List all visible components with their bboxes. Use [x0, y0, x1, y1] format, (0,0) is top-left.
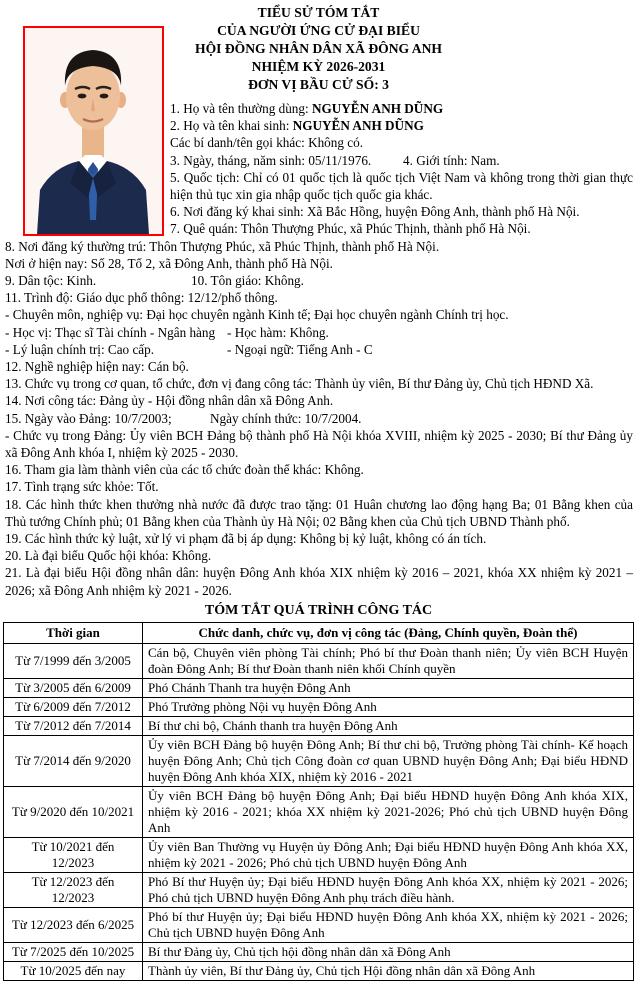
table-row — [4, 942, 634, 961]
field-ethnicity: 9. Dân tộc: Kinh. — [5, 273, 97, 289]
field-religion: 10. Tôn giáo: Không. — [191, 273, 304, 289]
career-time-cell: Từ 7/2025 đến 10/2025 — [4, 942, 143, 961]
career-role-cell: Ủy viên BCH Đảng bộ huyện Đông Anh; Bí thư chi bộ, Trưởng phòng Tài chính- Kế hoạch huyện Đông Anh; Chủ tịch Công đoàn cơ quan UBND huyện Đông Anh; Đại biểu HĐND huyện Đông Anh khóa XIX, nhiệm kỳ 2016 - 2021 — [143, 735, 634, 786]
field-position: 13. Chức vụ trong cơ quan, tổ chức, đơn vị đang công tác: Thành ủy viên, Bí thư Đảng ủy, Chủ tịch HĐND Xã. — [5, 376, 594, 392]
field-nationality: 5. Quốc tịch: Chỉ có 01 quốc tịch là quốc tịch Việt Nam và không trong thời gian thực hiện thủ tục xin gia nhập quốc tịch quốc gia khác. — [170, 169, 633, 203]
career-role-cell: Thành ủy viên, Bí thư Đảng ủy, Chủ tịch Hội đồng nhân dân xã Đông Anh — [143, 961, 634, 980]
field-discipline: 19. Các hình thức kỷ luật, xử lý vi phạm đã bị áp dụng: Không bị kỷ luật, không có án tích. — [5, 531, 487, 547]
field-academic-degree: - Học vị: Thạc sĩ Tài chính - Ngân hàng — [5, 324, 216, 340]
field-foreign-language: - Ngoại ngữ: Tiếng Anh - C — [227, 341, 373, 357]
field-profession-training: - Chuyên môn, nghiệp vụ: Đại học chuyên ngành Kinh tế; Đại học chuyên ngành Chính trị học. — [5, 307, 509, 323]
personal-info-main — [5, 238, 633, 599]
field-workplace: 14. Nơi công tác: Đảng ủy - Hội đồng nhân dân xã Đông Anh. — [5, 393, 334, 409]
career-role-cell: Phó Bí thư Huyện ủy; Đại biểu HĐND huyện Đông Anh khóa XX, nhiệm kỳ 2021 - 2026; Phó chủ tịch UBND huyện Đông Anh phụ trách điều hành. — [143, 872, 634, 907]
career-time-cell: Từ 7/2014 đến 9/2020 — [4, 735, 143, 786]
career-time-cell: Từ 9/2020 đến 10/2021 — [4, 786, 143, 837]
career-time-cell: Từ 12/2023 đến 12/2023 — [4, 872, 143, 907]
field-national-assembly: 20. Là đại biểu Quốc hội khóa: Không. — [5, 548, 212, 564]
field-peoples-council: 21. Là đại biểu Hội đồng nhân dân: huyện Đông Anh khóa XIX nhiệm kỳ 2016 – 2021, khóa XX nhiệm kỳ 2021 – 2026; xã Đông Anh nhiệm kỳ 2021 - 2026. — [5, 565, 633, 598]
field-awards: 18. Các hình thức khen thưởng nhà nước đã được trao tặng: 01 Huân chương lao động hạng Ba; 01 Bằng khen của Thủ tướng Chính phủ; 01 Bằng khen của Thành ủy Hà Nội; 02 Bằng khen của Chủ tịch UBND Thành phố. — [5, 496, 633, 529]
field-permanent-residence: 8. Nơi đăng ký thường trú: Thôn Thượng Phúc, xã Phúc Thịnh, thành phố Hà Nội. — [5, 238, 440, 254]
table-row — [4, 697, 634, 716]
table-row — [4, 907, 634, 942]
field-gender: 4. Giới tính: Nam. — [403, 152, 500, 168]
career-col-role: Chức danh, chức vụ, đơn vị công tác (Đảng, Chính quyền, Đoàn thể) — [143, 622, 634, 643]
career-time-cell: Từ 7/1999 đến 3/2005 — [4, 643, 143, 678]
field-ethnic-religion — [5, 272, 633, 289]
career-role-cell: Bí thư chi bộ, Chánh thanh tra huyện Đông Anh — [143, 716, 634, 735]
table-row — [4, 643, 634, 678]
career-role-cell: Cán bộ, Chuyên viên phòng Tài chính; Phó bí thư Đoàn thanh niên; Ủy viên BCH Huyện đoàn Đông Anh; Bí thư Đoàn thanh niên khối Chính quyền — [143, 643, 634, 678]
candidate-name: NGUYỄN ANH DŨNG — [311, 101, 444, 116]
career-time-cell: Từ 10/2025 đến nay — [4, 961, 143, 980]
career-header-row — [4, 622, 634, 643]
career-time-cell: Từ 3/2005 đến 6/2009 — [4, 678, 143, 697]
field-birth-registration: 6. Nơi đăng ký khai sinh: Xã Bắc Hồng, huyện Đông Anh, thành phố Hà Nội. — [170, 204, 580, 220]
candidate-birth-name: NGUYỄN ANH DŨNG — [292, 118, 424, 134]
field-education: 11. Trình độ: Giáo dục phổ thông: 12/12/phổ thông. — [5, 290, 278, 306]
header-line-4: NHIỆM KỲ 2026-2031 — [251, 59, 386, 74]
field-dob-gender — [170, 152, 633, 169]
header-line-3: HỘI ĐỒNG NHÂN DÂN XÃ ĐÔNG ANH — [195, 41, 442, 56]
career-time-cell: Từ 7/2012 đến 7/2014 — [4, 716, 143, 735]
table-row — [4, 837, 634, 872]
career-role-cell: Bí thư Đảng ủy, Chủ tịch hội đồng nhân dân xã Đông Anh — [143, 942, 634, 961]
field-party-official-date: Ngày chính thức: 10/7/2004. — [210, 410, 362, 426]
table-row — [4, 678, 634, 697]
career-table — [3, 622, 634, 981]
field-party-join-date: 15. Ngày vào Đảng: 10/7/2003; — [5, 410, 172, 426]
career-time-cell: Từ 12/2023 đến 6/2025 — [4, 907, 143, 942]
field-party-dates — [5, 410, 633, 427]
candidate-photo-frame — [23, 26, 164, 236]
header-line-5: ĐƠN VỊ BẦU CỬ SỐ: 3 — [248, 77, 389, 92]
candidate-photo — [25, 28, 162, 234]
table-row — [4, 716, 634, 735]
career-time-cell: Từ 6/2009 đến 7/2012 — [4, 697, 143, 716]
field-dob: 3. Ngày, tháng, năm sinh: 05/11/1976. — [170, 152, 372, 168]
field-degree-row — [5, 324, 633, 341]
field-health: 17. Tình trạng sức khỏe: Tốt. — [5, 479, 159, 495]
field-other-organizations: 16. Tham gia làm thành viên của các tổ chức đoàn thể khác: Không. — [5, 462, 364, 478]
field-academic-title: - Học hàm: Không. — [227, 324, 329, 340]
header-line-1: TIỂU SỬ TÓM TẮT — [257, 5, 380, 20]
career-role-cell: Phó Chánh Thanh tra huyện Đông Anh — [143, 678, 634, 697]
career-section-title: TÓM TẮT QUÁ TRÌNH CÔNG TÁC — [204, 602, 433, 618]
field-hometown: 7. Quê quán: Thôn Thượng Phúc, xã Phúc Thịnh, thành phố Hà Nội. — [170, 221, 531, 237]
career-role-cell: Ủy viên Ban Thường vụ Huyện ủy Đông Anh; Đại biểu HĐND huyện Đông Anh khóa XX, nhiệm kỳ 2021 - 2026; Phó chủ tịch UBND huyện Đông Anh — [143, 837, 634, 872]
field-politics-row — [5, 341, 633, 358]
table-row — [4, 961, 634, 980]
table-row — [4, 786, 634, 837]
field-political-theory: - Lý luận chính trị: Cao cấp. — [5, 341, 155, 357]
career-role-cell: Phó Trưởng phòng Nội vụ huyện Đông Anh — [143, 697, 634, 716]
table-row — [4, 872, 634, 907]
career-role-cell: Ủy viên BCH Đảng bộ huyện Đông Anh; Đại biểu HĐND huyện Đông Anh khóa XIX, nhiệm kỳ 2016 - 2021; khóa XX nhiệm kỳ 2021-2026; Phó chủ tịch UBND huyện Đông Anh — [143, 786, 634, 837]
field-birth-name: 2. Họ và tên khai sinh: NGUYỄN ANH DŨNG — [170, 118, 424, 134]
header-line-2: CỦA NGƯỜI ỨNG CỬ ĐẠI BIỂU — [217, 23, 420, 38]
field-party-position: - Chức vụ trong Đảng: Ủy viên BCH Đảng bộ thành phố Hà Nội khóa XVIII, nhiệm kỳ 2025 - 2030; Bí thư Đảng ủy xã Đông Anh khóa I, nhiệm kỳ 2025 - 2030. — [5, 427, 633, 461]
personal-info-top — [170, 100, 633, 238]
field-occupation: 12. Nghề nghiệp hiện nay: Cán bộ. — [5, 359, 189, 375]
field-common-name: 1. Họ và tên thường dùng: NGUYỄN ANH DŨNG — [170, 101, 444, 116]
career-role-cell: Phó bí thư Huyện ủy; Đại biểu HĐND huyện Đông Anh khóa XX, nhiệm kỳ 2021 - 2026; Chủ tịch UBND huyện Đông Anh — [143, 907, 634, 942]
career-col-time: Thời gian — [4, 622, 143, 643]
table-row — [4, 735, 634, 786]
field-aliases: Các bí danh/tên gọi khác: Không có. — [170, 135, 364, 151]
field-current-residence: Nơi ở hiện nay: Số 28, Tổ 2, xã Đông Anh, thành phố Hà Nội. — [5, 255, 333, 271]
career-time-cell: Từ 10/2021 đến 12/2023 — [4, 837, 143, 872]
